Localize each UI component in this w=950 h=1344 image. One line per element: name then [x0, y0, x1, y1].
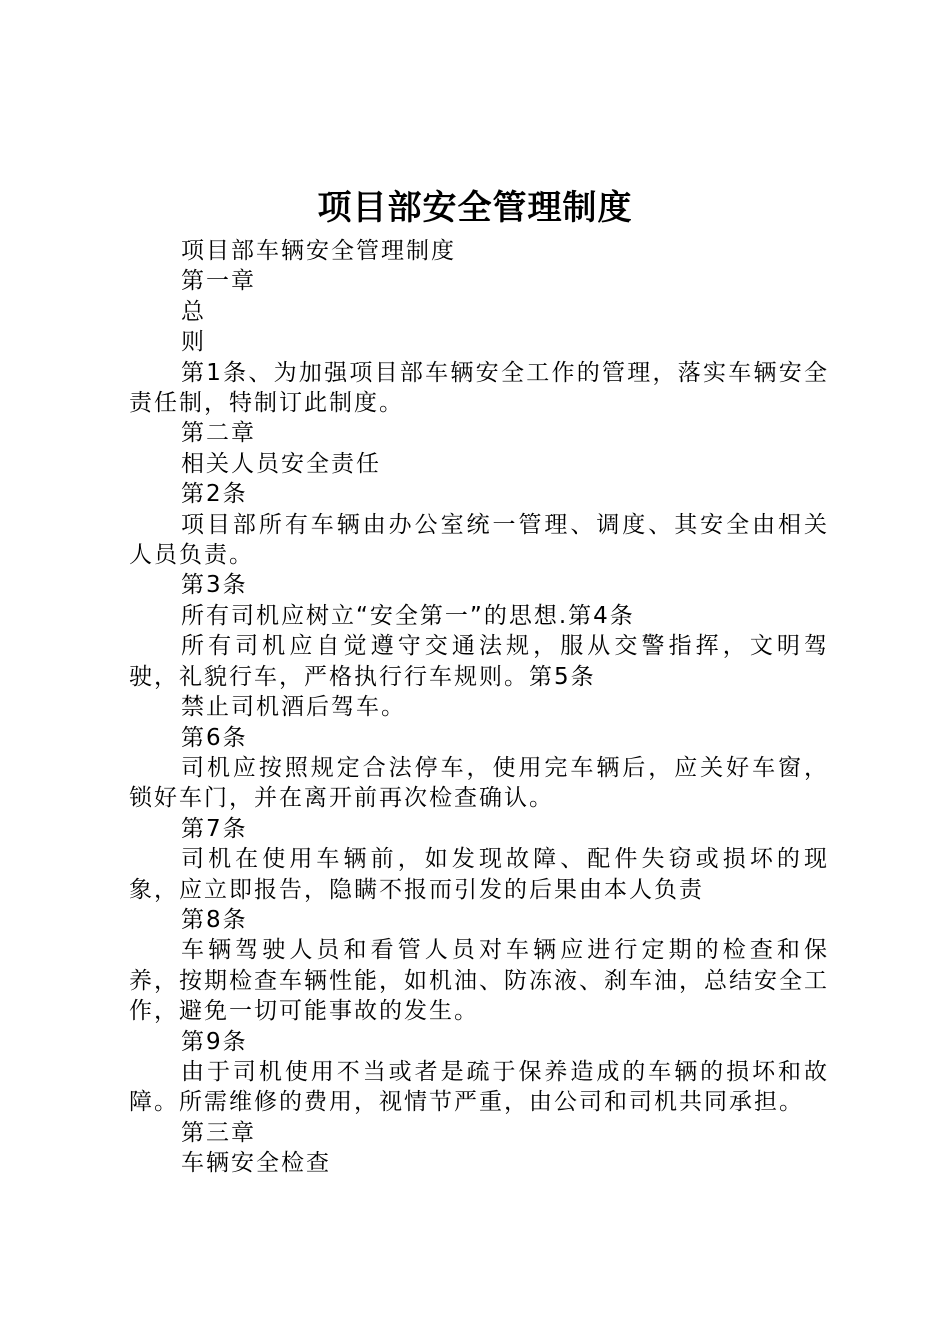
article-number: 第7条 — [181, 815, 248, 842]
article-number: 第6条 — [181, 724, 248, 751]
chapter-heading: 第二章 — [181, 420, 256, 447]
article-paragraph: 所有司机应树立“安全第一”的思想.第4条 — [181, 602, 635, 629]
paragraph: 项目部车辆安全管理制度 — [181, 238, 456, 264]
document-title: 项目部安全管理制度 — [317, 188, 633, 228]
chapter-heading: 第三章 — [181, 1119, 256, 1146]
article-paragraph: 第1条、为加强项目部车辆安全工作的管理，落实车辆安全责任制，特制订此制度。 — [129, 359, 829, 417]
document-body — [129, 236, 829, 1179]
article-paragraph: 司机应按照规定合法停车，使用完车辆后，应关好车窗，锁好车门，并在离开前再次检查确认。 — [129, 754, 829, 812]
article-paragraph: 所有司机应自觉遵守交通法规，服从交警指挥，文明驾驶，礼貌行车，严格执行行车规则。第5条 — [129, 633, 829, 690]
chapter-heading: 第一章 — [181, 268, 256, 295]
article-paragraph: 项目部所有车辆由办公室统一管理、调度、其安全由相关人员负责。 — [129, 511, 829, 569]
paragraph: 总 — [181, 298, 206, 325]
article-number: 第8条 — [181, 906, 248, 933]
article-number: 第9条 — [181, 1028, 248, 1055]
paragraph: 相关人员安全责任 — [181, 450, 381, 477]
article-paragraph: 车辆驾驶人员和看管人员对车辆应进行定期的检查和保养，按期检查车辆性能，如机油、防冻液、刹车油，总结安全工作，避免一切可能事故的发生。 — [129, 937, 829, 1025]
paragraph: 则 — [181, 329, 206, 356]
article-number: 第2条 — [181, 481, 248, 508]
article-paragraph: 由于司机使用不当或者是疏于保养造成的车辆的损坏和故障。所需维修的费用，视情节严重，由公司和司机共同承担。 — [129, 1058, 829, 1116]
article-number: 第3条 — [181, 572, 248, 599]
article-paragraph: 司机在使用车辆前，如发现故障、配件失窃或损坏的现象，应立即报告，隐瞒不报而引发的后果由本人负责 — [129, 846, 829, 903]
article-paragraph: 禁止司机酒后驾车。 — [181, 694, 406, 721]
paragraph: 车辆安全检查 — [181, 1150, 331, 1177]
